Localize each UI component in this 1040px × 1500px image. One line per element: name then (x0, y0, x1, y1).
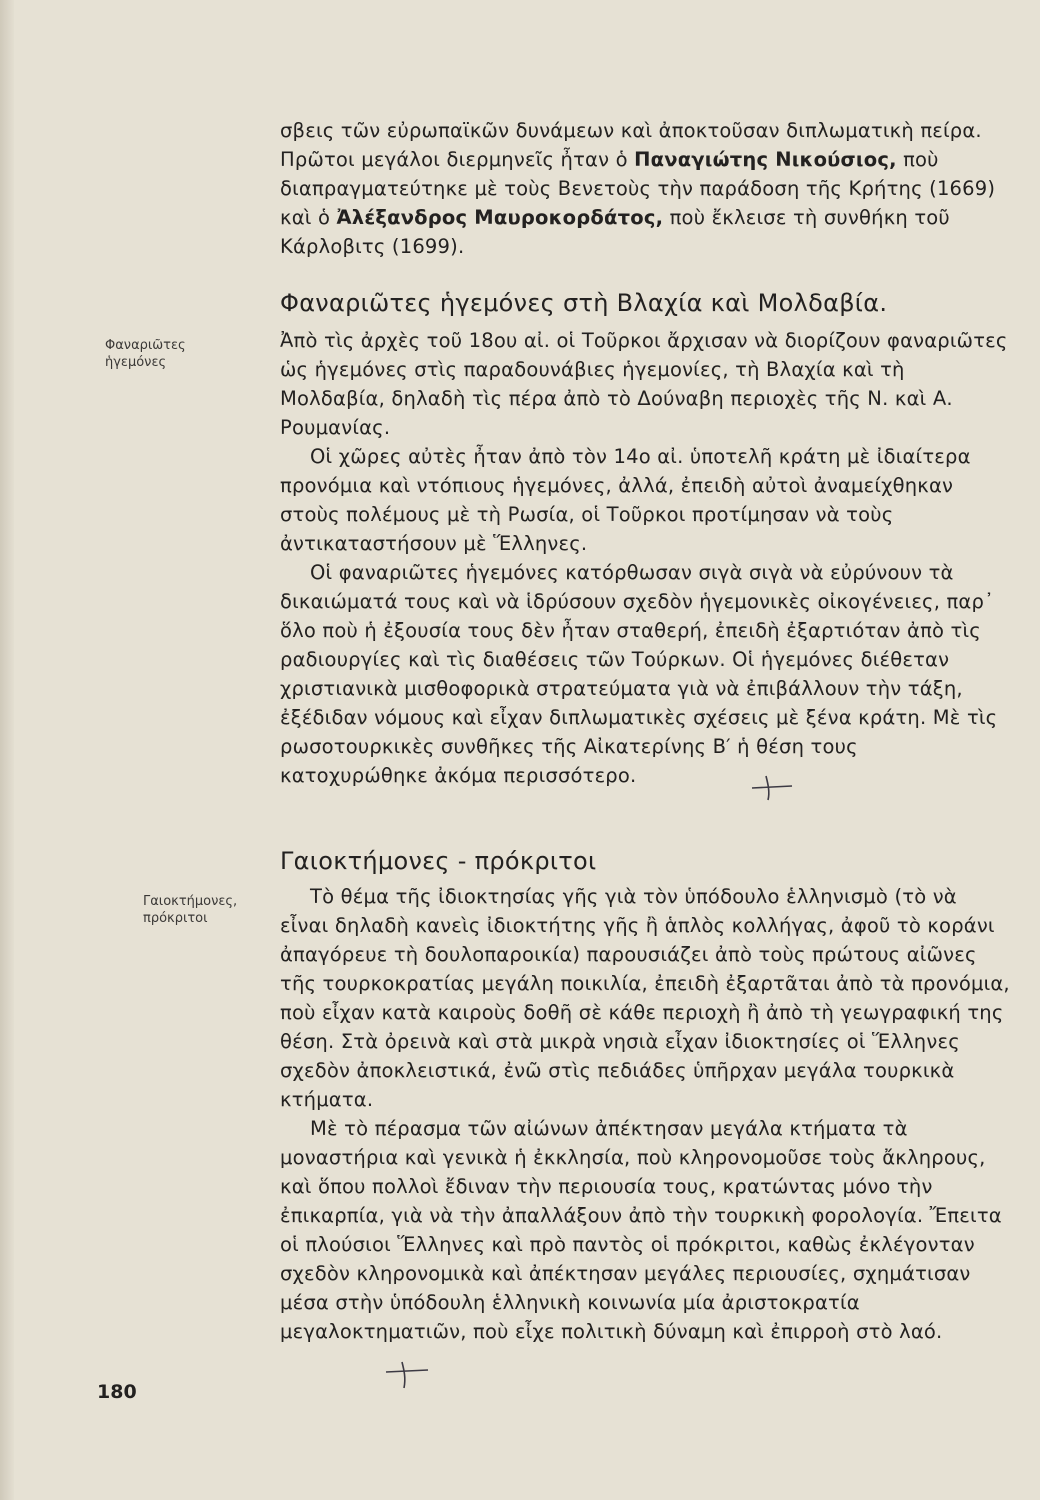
intro-text-2: ποὺ διαπραγματεύτηκε μὲ τοὺς Βενετοὺς τὴν παράδοση τῆς Κρήτης (1669) καὶ ὁ (280, 148, 996, 229)
section-heading-phanariotes: Φαναριῶτες ἡγεμόνες στὴ Βλαχία καὶ Μολδαβία. (280, 289, 888, 317)
person-name-nikousios: Παναγιώτης Νικούσιος, (634, 148, 897, 171)
intro-text-1: σβεις τῶν εὐρωπαϊκῶν δυνάμεων καὶ ἀποκτοῦσαν διπλωματικὴ πείρα. Πρῶτοι μεγάλοι διερμηνεῖς ἦταν ὁ (280, 119, 982, 171)
paragraph: Τὸ θέμα τῆς ἰδιοκτησίας γῆς γιὰ τὸν ὑπόδουλο ἑλληνισμὸ (τὸ νὰ εἶναι δηλαδὴ κανεὶς ἰδιοκτήτης γῆς ἢ ἁπλὸς κολλήγας, ἀφοῦ τὸ κοράνι ἀπαγόρευε τὴ δουλοπαροικία) παρουσιάζει ἀπὸ τοὺς πρώτους αἰῶνες τῆς τουρκοκρατίας μεγάλη ποικιλία, ἐπειδὴ ἐξαρτᾶται ἀπὸ τὰ προνόμια, ποὺ εἶχαν κατὰ καιροὺς δοθῆ σὲ κάθε περιοχὴ ἢ ἀπὸ τὴ γεωγραφική της θέση. Στὰ ὀρεινὰ καὶ στὰ μικρὰ νησιὰ εἶχαν ἰδιοκτησίες οἱ Ἕλληνες σχεδὸν ἀποκλειστικά, ἐνῶ στὶς πεδιάδες ὑπῆρχαν μεγάλα τουρκικὰ κτήματα. (280, 885, 1010, 1111)
intro-block (280, 116, 1010, 261)
intro-text-3: ποὺ ἔκλεισε τὴ συνθήκη τοῦ Κάρλοβιτς (1699). (280, 206, 950, 258)
margin-note-phanariotes: Φαναριῶτες ἡγεμόνες (105, 338, 186, 370)
section-body-phanariotes (280, 326, 1010, 790)
section-heading-landowners: Γαιοκτήμονες - πρόκριτοι (280, 847, 597, 875)
pen-cross-mark (382, 1360, 432, 1390)
page-binding-edge (0, 0, 14, 1500)
intro-paragraph (280, 116, 1010, 261)
pen-cross-mark (748, 772, 796, 802)
page-number: 180 (97, 1381, 137, 1403)
paragraph: Ἀπὸ τὶς ἀρχὲς τοῦ 18ου αἰ. οἱ Τοῦρκοι ἄρχισαν νὰ διορίζουν φαναριῶτες ὡς ἡγεμόνες στὶς παραδουνάβιες ἡγεμονίες, τὴ Βλαχία καὶ τὴ Μολδαβία, δηλαδὴ τὶς πέρα ἀπὸ τὸ Δούναβη περιοχὲς τῆς Ν. καὶ Α. Ρουμανίας. (280, 329, 1008, 439)
paragraph: Οἱ φαναριῶτες ἡγεμόνες κατόρθωσαν σιγὰ σιγὰ νὰ εὐρύνουν τὰ δικαιώματά τους καὶ νὰ ἱδρύσουν σχεδὸν ἡγεμονικὲς οἰκογένειες, παρ᾽ ὅλο ποὺ ἡ ἐξουσία τους δὲν ἦταν σταθερή, ἐπειδὴ ἐξαρτιόταν ἀπὸ τὶς ραδιουργίες καὶ τὶς διαθέσεις τῶν Τούρκων. Οἱ ἡγεμόνες διέθεταν χριστιανικὰ μισθοφορικὰ στρατεύματα γιὰ νὰ ἐπιβάλλουν τὴν τάξη, ἐξέδιδαν νόμους καὶ εἶχαν διπλωματικὲς σχέσεις μὲ ξένα κράτη. Μὲ τὶς ρωσοτουρκικὲς συνθῆκες τῆς Αἰκατερίνης Β′ ἡ θέση τους κατοχυρώθηκε ἀκόμα περισσότερο. (280, 561, 998, 787)
margin-note-landowners: Γαιοκτήμονες, πρόκριτοι (143, 894, 238, 926)
person-name-mavrokordatos: Ἀλέξανδρος Μαυροκορδάτος, (336, 206, 664, 229)
section-body-landowners (280, 882, 1010, 1346)
paragraph: Μὲ τὸ πέρασμα τῶν αἰώνων ἀπέκτησαν μεγάλα κτήματα τὰ μοναστήρια καὶ γενικὰ ἡ ἐκκλησία, ποὺ κληρονομοῦσε τοὺς ἄκληρους, καὶ ὅπου πολλοὶ ἔδιναν τὴν περιουσία τους, κρατώντας μόνο τὴν ἐπικαρπία, γιὰ νὰ τὴν ἀπαλλάξουν ἀπὸ τὴν τουρκικὴ φορολογία. Ἔπειτα οἱ πλούσιοι Ἕλληνες καὶ πρὸ παντὸς οἱ πρόκριτοι, καθὼς ἐκλέγονταν σχεδὸν κληρονομικὰ καὶ ἀπέκτησαν μεγάλες περιουσίες, σχημάτισαν μέσα στὴν ὑπόδουλη ἑλληνικὴ κοινωνία μία ἀριστοκρατία μεγαλοκτηματιῶν, ποὺ εἶχε πολιτικὴ δύναμη καὶ ἐπιρροὴ στὸ λαό. (280, 1117, 1002, 1343)
paragraph: Οἱ χῶρες αὐτὲς ἦταν ἀπὸ τὸν 14ο αἰ. ὑποτελῆ κράτη μὲ ἰδιαίτερα προνόμια καὶ ντόπιους ἡγεμόνες, ἀλλά, ἐπειδὴ αὐτοὶ ἀναμείχθηκαν στοὺς πολέμους μὲ τὴ Ρωσία, οἱ Τοῦρκοι προτίμησαν νὰ τοὺς ἀντικαταστήσουν μὲ Ἕλληνες. (280, 445, 971, 555)
